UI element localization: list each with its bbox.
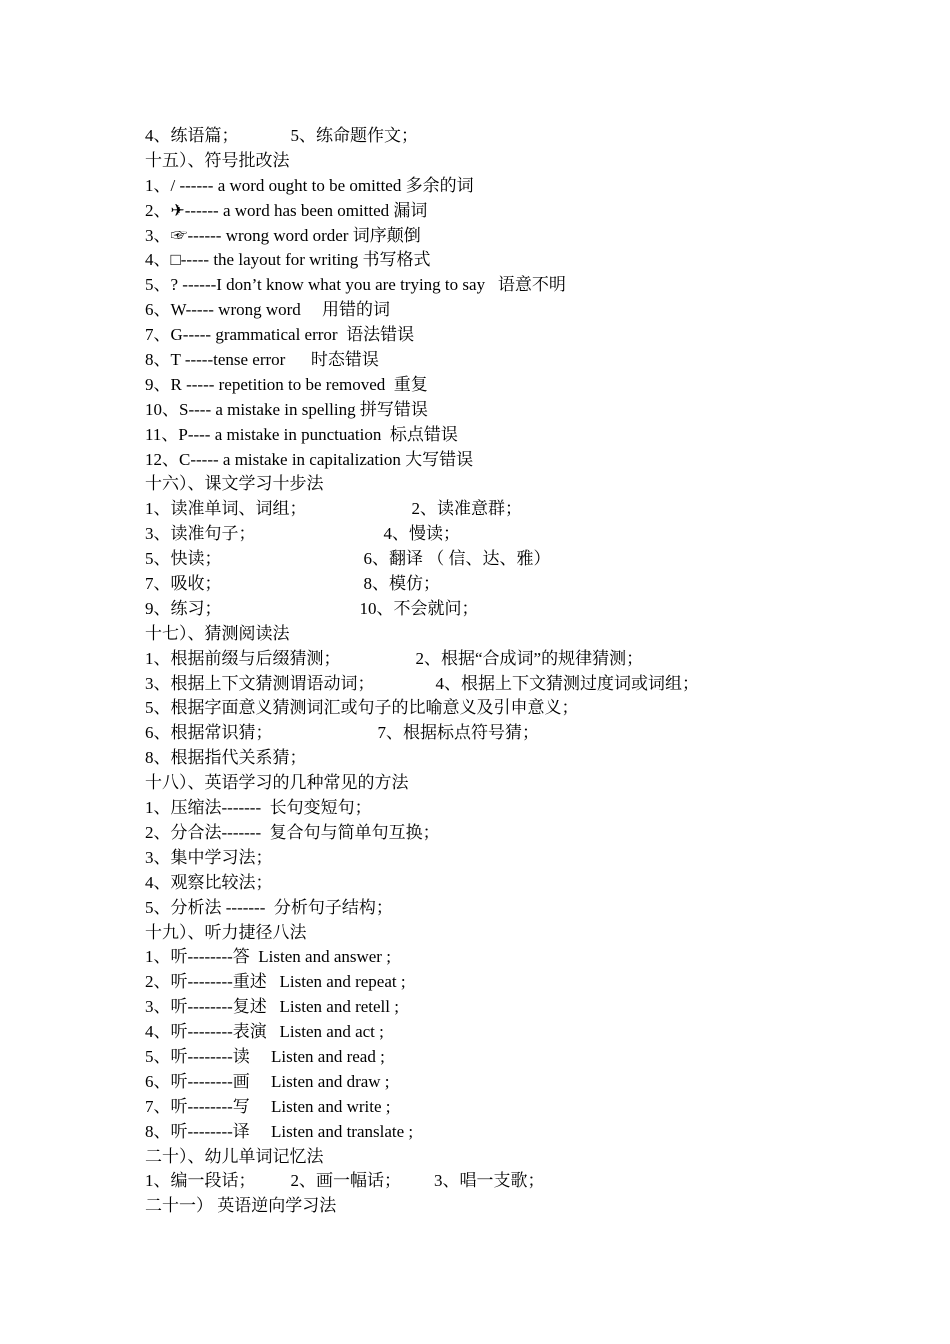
doc-text-s15-item-2-0: 2、✈------ a word has been omitted 漏词 [145, 200, 428, 220]
doc-line-s18-item-5 [145, 896, 925, 921]
doc-text-s15-item-9-0: 9、R ----- repetition to be removed 重复 [145, 374, 428, 394]
doc-text-s20-items-1-3-1: 2、画一幅话； [290, 1171, 401, 1191]
doc-text-s19-item-4-0: 4、听--------表演 Listen and act ; [145, 1022, 384, 1042]
doc-text-s16-heading-0: 十六）、课文学习十步法 [145, 474, 324, 494]
doc-line-s19-item-2 [145, 970, 925, 995]
doc-text-s15-item-4-0: 4、□----- the layout for writing 书写格式 [145, 250, 431, 270]
doc-line-s18-item-2 [145, 821, 925, 846]
doc-text-s17-item-8-0: 8、根据指代关系猜； [145, 748, 307, 768]
doc-text-s15-item-6-0: 6、W----- wrong word 用错的词 [145, 300, 391, 320]
doc-line-s19-item-8 [145, 1120, 925, 1145]
doc-text-s15-item-8-0: 8、T -----tense error 时态错误 [145, 350, 379, 370]
doc-line-s16-items-5-6 [145, 547, 925, 572]
doc-text-s20-items-1-3-2: 3、唱一支歌； [434, 1171, 545, 1191]
doc-text-s17-items-3-4-0: 3、根据上下文猜测谓语动词； [145, 673, 375, 693]
doc-line-s15-item-2 [145, 199, 925, 224]
doc-line-s15-item-4 [145, 248, 925, 273]
doc-text-s16-items-3-4-0: 3、读准句子； [145, 524, 256, 544]
doc-line-s18-item-4 [145, 871, 925, 896]
doc-text-s16-items-1-2-0: 1、读准单词、词组； [145, 499, 307, 519]
doc-line-s18-item-1 [145, 796, 925, 821]
doc-line-s15-item-12 [145, 448, 925, 473]
doc-text-s18-item-1-0: 1、压缩法------- 长句变短句； [145, 798, 372, 818]
doc-line-s15-item-10 [145, 398, 925, 423]
doc-line-s16-items-9-10 [145, 597, 925, 622]
doc-text-s15-item-3-0: 3、☞------ wrong word order 词序颠倒 [145, 225, 421, 245]
doc-line-s18-item-3 [145, 846, 925, 871]
doc-line-s20-items-1-3 [145, 1169, 925, 1194]
doc-text-s16-items-9-10-1: 10、不会就问； [359, 598, 479, 618]
doc-line-s20-heading [145, 1145, 925, 1170]
doc-text-s15-item-11-0: 11、P---- a mistake in punctuation 标点错误 [145, 424, 458, 444]
doc-text-s19-item-1-0: 1、听--------答 Listen and answer ; [145, 947, 391, 967]
doc-text-s17-items-6-7-1: 7、根据标点符号猜； [377, 723, 539, 743]
doc-text-s19-heading-0: 十九）、听力捷径八法 [145, 922, 307, 942]
doc-text-s18-item-2-0: 2、分合法------- 复合句与简单句互换； [145, 822, 440, 842]
doc-text-s18-item-5-0: 5、分析法 ------- 分析句子结构； [145, 897, 393, 917]
doc-text-s15-item-10-0: 10、S---- a mistake in spelling 拼写错误 [145, 399, 428, 419]
doc-line-s19-item-4 [145, 1020, 925, 1045]
doc-line-s19-heading [145, 921, 925, 946]
doc-text-s18-item-4-0: 4、观察比较法； [145, 872, 273, 892]
doc-line-s18-heading [145, 771, 925, 796]
doc-line-s16-items-1-2 [145, 497, 925, 522]
doc-line-s15-item-8 [145, 348, 925, 373]
doc-text-s16-items-3-4-1: 4、慢读； [383, 524, 460, 544]
doc-text-s19-item-2-0: 2、听--------重述 Listen and repeat ; [145, 972, 406, 992]
doc-text-s19-item-3-0: 3、听--------复述 Listen and retell ; [145, 997, 399, 1017]
doc-line-s14-item-4-5 [145, 124, 925, 149]
doc-line-s17-items-3-4 [145, 672, 925, 697]
doc-text-s15-item-7-0: 7、G----- grammatical error 语法错误 [145, 325, 415, 345]
doc-line-s19-item-3 [145, 995, 925, 1020]
doc-text-s15-item-1-0: 1、/ ------ a word ought to be omitted 多余的词 [145, 175, 474, 195]
doc-text-s20-items-1-3-0: 1、编一段话； [145, 1171, 256, 1191]
doc-line-s15-item-1 [145, 174, 925, 199]
doc-text-s17-item-5-0: 5、根据字面意义猜测词汇或句子的比喻意义及引申意义； [145, 698, 579, 718]
doc-text-s17-items-3-4-1: 4、根据上下文猜测过度词或词组； [435, 673, 699, 693]
doc-line-s15-item-3 [145, 224, 925, 249]
doc-line-s17-items-6-7 [145, 721, 925, 746]
doc-line-s17-heading [145, 622, 925, 647]
doc-text-s20-heading-0: 二十）、幼儿单词记忆法 [145, 1146, 324, 1166]
doc-text-s16-items-5-6-1: 6、翻译 （ 信、达、雅） [363, 549, 551, 569]
doc-text-s19-item-7-0: 7、听--------写 Listen and write ; [145, 1096, 391, 1116]
doc-text-s18-heading-0: 十八）、英语学习的几种常见的方法 [145, 773, 409, 793]
doc-text-s15-item-12-0: 12、C----- a mistake in capitalization 大写错误 [145, 449, 474, 469]
doc-line-s19-item-6 [145, 1070, 925, 1095]
doc-line-s15-item-11 [145, 423, 925, 448]
doc-text-s16-items-7-8-0: 7、吸收； [145, 574, 222, 594]
doc-line-s21-heading [145, 1194, 925, 1219]
doc-line-s16-heading [145, 472, 925, 497]
doc-text-s16-items-9-10-0: 9、练习； [145, 598, 222, 618]
document-body [145, 124, 925, 1219]
doc-text-s15-heading-0: 十五）、符号批改法 [145, 150, 290, 170]
doc-text-s15-item-5-0: 5、? ------I don’t know what you are trying to say 语意不明 [145, 275, 566, 295]
doc-line-s15-item-5 [145, 273, 925, 298]
doc-text-s18-item-3-0: 3、集中学习法； [145, 847, 273, 867]
doc-text-s14-item-4-5-0: 4、练语篇； [145, 126, 239, 145]
doc-text-s19-item-8-0: 8、听--------译 Listen and translate ; [145, 1121, 414, 1141]
doc-text-s16-items-7-8-1: 8、模仿； [363, 574, 440, 594]
doc-line-s15-item-6 [145, 298, 925, 323]
doc-text-s17-heading-0: 十七）、猜测阅读法 [145, 623, 290, 643]
doc-text-s17-items-1-2-0: 1、根据前缀与后缀猜测； [145, 648, 341, 668]
doc-text-s19-item-6-0: 6、听--------画 Listen and draw ; [145, 1071, 390, 1091]
doc-line-s17-item-5 [145, 696, 925, 721]
doc-line-s16-items-7-8 [145, 572, 925, 597]
doc-line-s19-item-1 [145, 945, 925, 970]
doc-line-s15-item-9 [145, 373, 925, 398]
doc-line-s19-item-7 [145, 1095, 925, 1120]
doc-line-s19-item-5 [145, 1045, 925, 1070]
doc-line-s15-heading [145, 149, 925, 174]
doc-line-s17-items-1-2 [145, 647, 925, 672]
doc-text-s16-items-5-6-0: 5、快读； [145, 549, 222, 569]
doc-text-s16-items-1-2-1: 2、读准意群； [411, 499, 522, 519]
doc-line-s15-item-7 [145, 323, 925, 348]
doc-line-s16-items-3-4 [145, 522, 925, 547]
doc-text-s17-items-1-2-1: 2、根据“合成词”的规律猜测； [415, 648, 644, 668]
doc-text-s17-items-6-7-0: 6、根据常识猜； [145, 723, 273, 743]
doc-text-s19-item-5-0: 5、听--------读 Listen and read ; [145, 1046, 385, 1066]
doc-text-s14-item-4-5-1: 5、练命题作文； [290, 126, 418, 145]
doc-line-s17-item-8 [145, 746, 925, 771]
doc-text-s21-heading-0: 二十一） 英语逆向学习法 [145, 1196, 337, 1216]
